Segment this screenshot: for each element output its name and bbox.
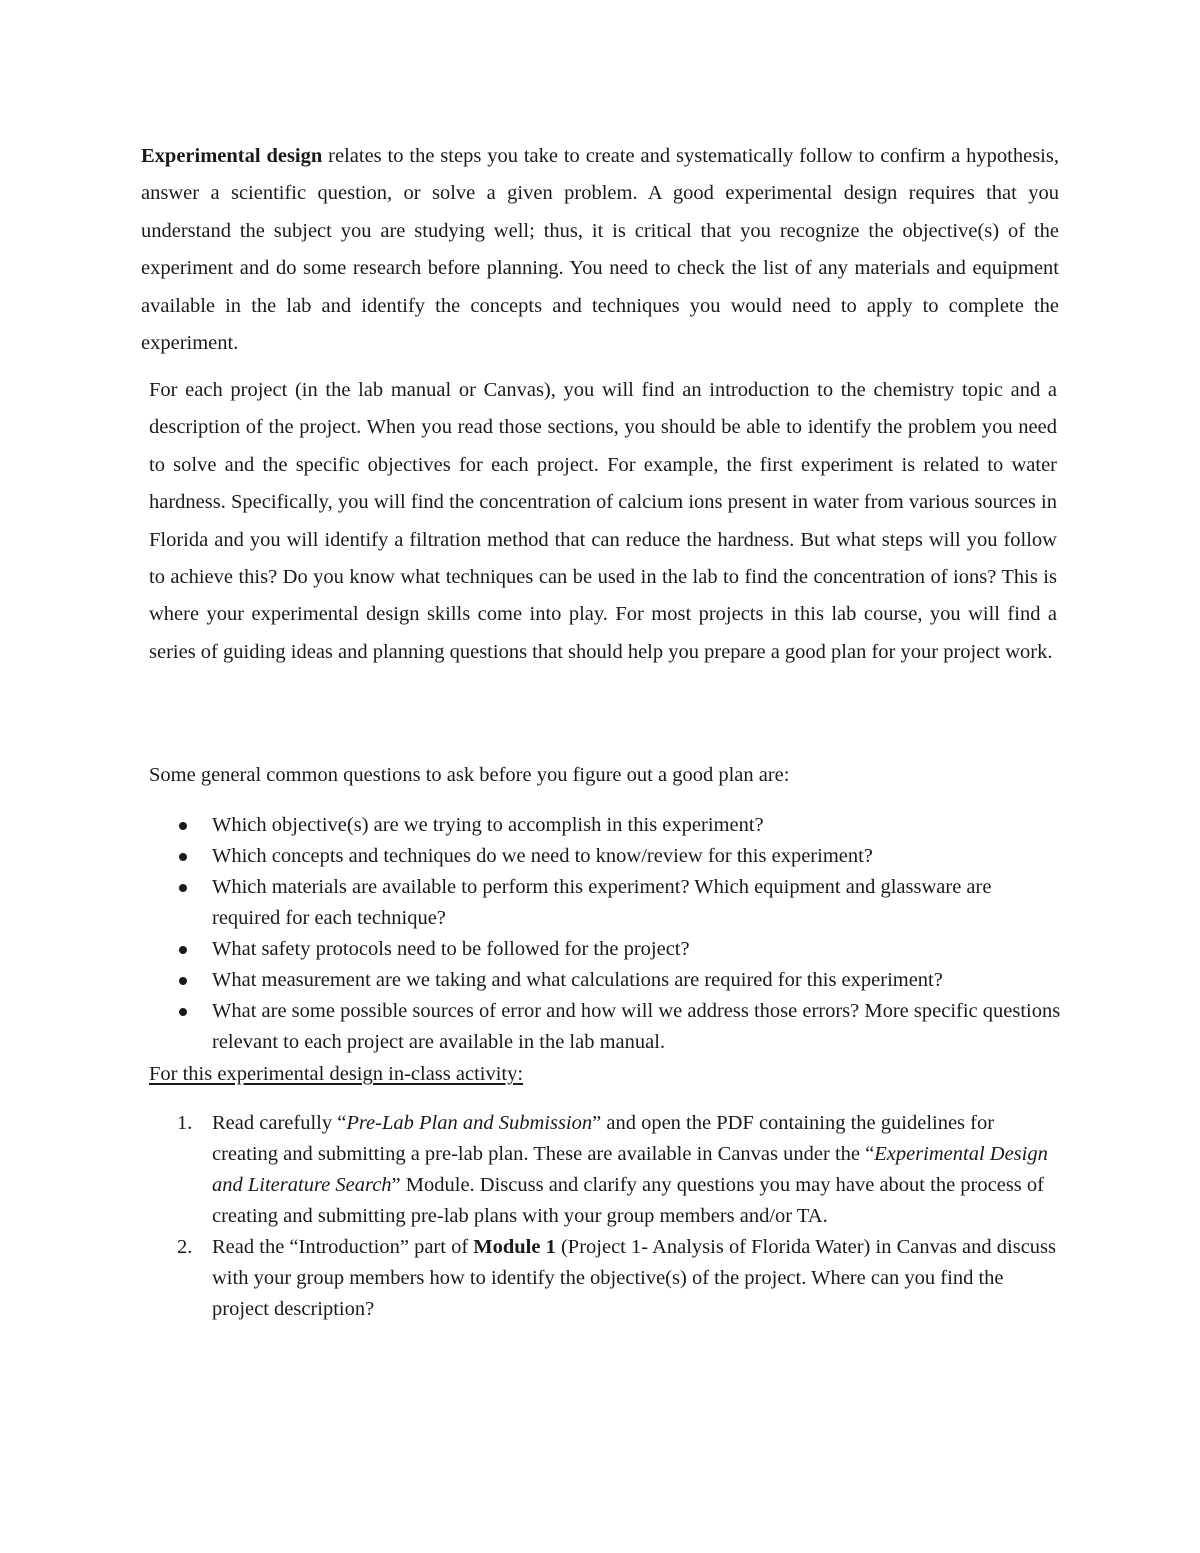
list-item: What measurement are we taking and what calculations are required for this experiment? [149, 965, 1064, 996]
list-item: What are some possible sources of error and how will we address those errors? More specific questions relevant to each project are available in the lab manual. [149, 996, 1064, 1058]
paragraph-questions-intro: Some general common questions to ask before you figure out a good plan are: [149, 764, 790, 786]
activity-steps-list [149, 1108, 1064, 1325]
step-text: (Project 1- Analysis of Florida Water) in Canvas and discuss with your group members how to identify the objective(s) of the project. Where can you find the project description? [212, 1236, 1056, 1320]
step-number: 1. [177, 1112, 193, 1134]
bold-term: Experimental design [141, 145, 323, 167]
list-item [149, 1108, 1064, 1232]
activity-heading [149, 1059, 523, 1089]
list-item: Which objective(s) are we trying to accomplish in this experiment? [149, 810, 1064, 841]
list-item: Which concepts and techniques do we need to know/review for this experiment? [149, 841, 1064, 872]
step-italic-title: Experimental Design and Literature Search [212, 1143, 1048, 1196]
step-italic-title: Pre-Lab Plan and Submission [346, 1112, 593, 1134]
step-text: ” and open the PDF containing the guidelines for creating and submitting a pre-lab plan. These are available in Canvas under the “ [212, 1112, 995, 1165]
list-item [149, 1232, 1064, 1325]
step-text: ” Module. Discuss and clarify any questions you may have about the process of creating and submitting pre-lab plans with your group members and/or TA. [212, 1174, 1044, 1227]
paragraph-text: relates to the steps you take to create and systematically follow to confirm a hypothesis, answer a scientific question, or solve a given problem. A good experimental design requires that you understand the subject you are studying well; thus, it is critical that you recognize the objective(s) of the experiment and do some research before planning. You need to check the list of any materials and equipment available in the lab and identify the concepts and techniques you would need to apply to complete the experiment. [141, 145, 1059, 355]
paragraph-experimental-design-definition [141, 138, 1059, 362]
step-number: 2. [177, 1236, 193, 1258]
step-text: Read carefully “ [212, 1112, 347, 1134]
step-bold-module: Module 1 [473, 1236, 556, 1258]
paragraph-project-description: For each project (in the lab manual or Canvas), you will find an introduction to the chemistry topic and a description of the project. When you read those sections, you should be able to identify the problem you need to solve and the specific objectives for each project. For example, the first experiment is related to water hardness. Specifically, you will find the concentration of calcium ions present in water from various sources in Florida and you will identify a filtration method that can reduce the hardness. But what steps will you follow to achieve this? Do you know what techniques can be used in the lab to find the concentration of ions? This is where your experimental design skills come into play. For most projects in this lab course, you will find a series of guiding ideas and planning questions that should help you prepare a good plan for your project work. [149, 379, 1057, 663]
step-text: Read the “Introduction” part of [212, 1236, 474, 1258]
activity-heading-colon: : [517, 1063, 524, 1085]
activity-heading-text: For this experimental design in-class activity [149, 1063, 518, 1085]
list-item: What safety protocols need to be followed for the project? [149, 934, 1064, 965]
list-item: Which materials are available to perform this experiment? Which equipment and glassware are required for each technique? [149, 872, 1064, 934]
questions-list [149, 810, 1064, 1058]
